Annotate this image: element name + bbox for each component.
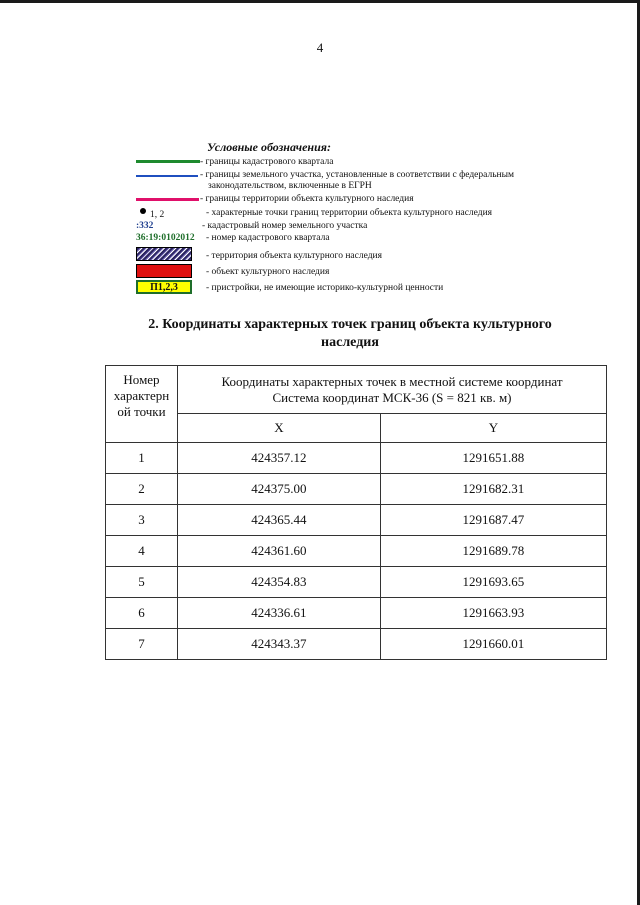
y-cell: 1291660.01 bbox=[380, 629, 606, 660]
table-row bbox=[106, 598, 607, 629]
legend-code: :332 bbox=[136, 221, 154, 231]
point-number-cell: 2 bbox=[106, 474, 178, 505]
y-column-header: Y bbox=[380, 414, 606, 443]
header-line: характерн bbox=[113, 388, 170, 403]
magenta-line-sample bbox=[136, 198, 199, 201]
header-line: Координаты характерных точек в местной системе координат bbox=[221, 373, 563, 389]
point-number-header bbox=[106, 366, 178, 443]
y-cell: 1291651.88 bbox=[380, 443, 606, 474]
x-cell: 424336.61 bbox=[178, 598, 381, 629]
legend-text: - объект культурного наследия bbox=[206, 267, 330, 277]
legend-text: - территория объекта культурного наследия bbox=[206, 251, 382, 261]
point-number-cell: 7 bbox=[106, 629, 178, 660]
legend-text: - пристройки, не имеющие историко-культурной ценности bbox=[206, 283, 444, 293]
legend-text: - кадастровый номер земельного участка bbox=[202, 221, 368, 231]
scan-edge-top bbox=[0, 0, 640, 3]
table-row bbox=[106, 443, 607, 474]
section-title-line2: наследия bbox=[321, 335, 379, 350]
table-row bbox=[106, 629, 607, 660]
page-number: 4 bbox=[316, 40, 324, 55]
header-line: Система координат МСК-36 (S = 821 кв. м) bbox=[272, 389, 512, 405]
hatched-swatch-icon bbox=[136, 247, 192, 261]
coordinates-header bbox=[178, 366, 607, 414]
section-title-line1: 2. Координаты характерных точек границ объекта культурного bbox=[148, 317, 552, 332]
y-cell: 1291663.93 bbox=[380, 598, 606, 629]
legend-code: 36:19:0102012 bbox=[136, 233, 195, 243]
legend-text: - характерные точки границ территории объекта культурного наследия bbox=[206, 208, 493, 218]
extensions-label-box: П1,2,3 bbox=[136, 280, 192, 294]
point-number-cell: 5 bbox=[106, 567, 178, 598]
legend-text: - границы кадастрового квартала bbox=[200, 157, 334, 167]
legend-text: - границы земельного участка, установленные в соответствии с федеральным bbox=[200, 170, 515, 180]
table-row bbox=[106, 474, 607, 505]
red-swatch-icon bbox=[136, 264, 192, 278]
header-line: ой точки bbox=[117, 404, 166, 419]
blue-line-sample bbox=[136, 175, 198, 177]
table-row bbox=[106, 567, 607, 598]
header-line: Номер bbox=[123, 372, 160, 387]
point-number-cell: 4 bbox=[106, 536, 178, 567]
point-dot-icon bbox=[140, 208, 146, 214]
y-cell: 1291689.78 bbox=[380, 536, 606, 567]
x-cell: 424361.60 bbox=[178, 536, 381, 567]
x-column-header: X bbox=[178, 414, 381, 443]
point-number-cell: 3 bbox=[106, 505, 178, 536]
y-cell: 1291687.47 bbox=[380, 505, 606, 536]
y-cell: 1291682.31 bbox=[380, 474, 606, 505]
green-line-sample bbox=[136, 160, 200, 163]
coordinates-table bbox=[105, 365, 607, 660]
legend-text: - номер кадастрового квартала bbox=[206, 233, 330, 243]
x-cell: 424375.00 bbox=[178, 474, 381, 505]
x-cell: 424354.83 bbox=[178, 567, 381, 598]
point-number-cell: 1 bbox=[106, 443, 178, 474]
table-row bbox=[106, 536, 607, 567]
legend-title: Условные обозначения: bbox=[207, 140, 331, 154]
x-cell: 424365.44 bbox=[178, 505, 381, 536]
point-number-cell: 6 bbox=[106, 598, 178, 629]
y-cell: 1291693.65 bbox=[380, 567, 606, 598]
section-title bbox=[110, 316, 590, 352]
x-cell: 424343.37 bbox=[178, 629, 381, 660]
legend-symbol: 1, 2 bbox=[150, 210, 165, 220]
table-row bbox=[106, 505, 607, 536]
legend-text-continued: законодательством, включенные в ЕГРН bbox=[208, 181, 372, 191]
legend-text: - границы территории объекта культурного наследия bbox=[200, 194, 414, 204]
x-cell: 424357.12 bbox=[178, 443, 381, 474]
